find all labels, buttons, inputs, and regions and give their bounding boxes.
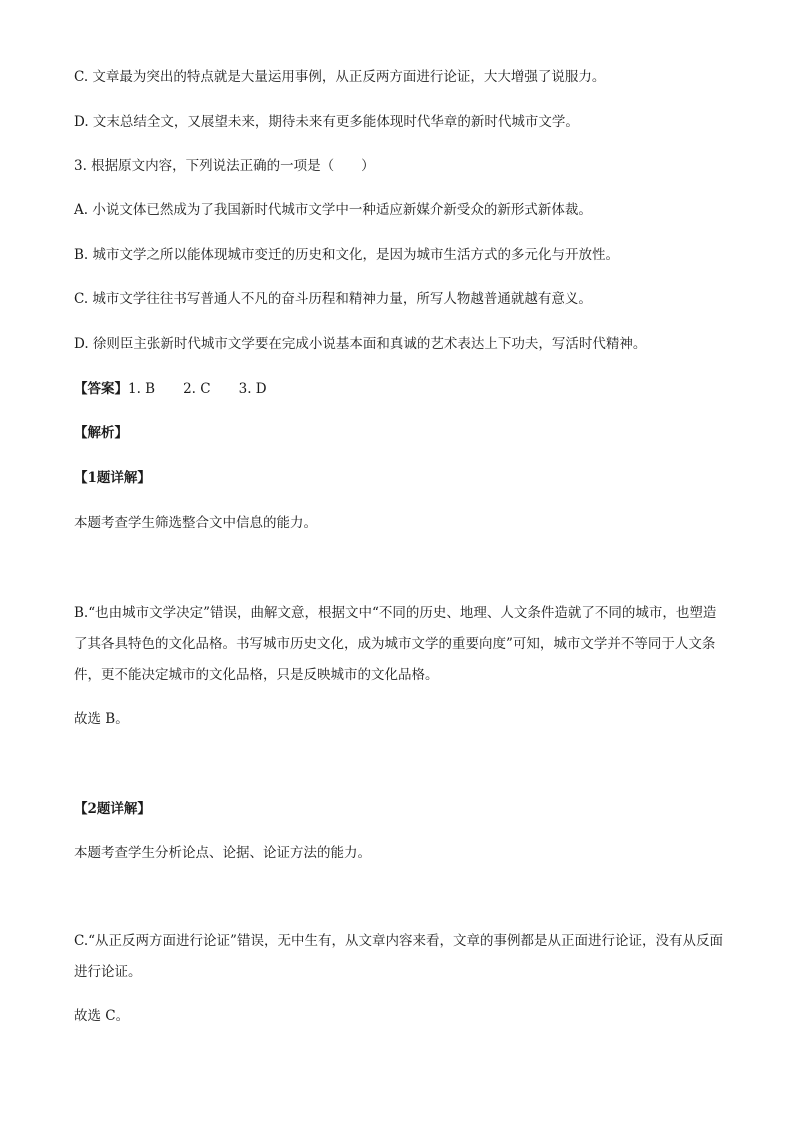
answer-3: 3. D [238,381,267,397]
q3-option-c: C. 城市文学往往书写普通人不凡的奋斗历程和精神力量，所写人物越普通就越有意义。 [74,291,592,307]
q3-option-d: D. 徐则臣主张新时代城市文学要在完成小说基本面和真诚的艺术表达上下功夫，写活时代精神。 [74,336,647,352]
q2-option-c: C. 文章最为突出的特点就是大量运用事例，从正反两方面进行论证，大大增强了说服力。 [74,69,606,85]
detail1-conclusion: 故选 B。 [74,711,129,727]
q3-option-a: A. 小说文体已然成为了我国新时代城市文学中一种适应新媒介新受众的新形式新体裁。 [74,202,592,218]
answer-2: 2. C [183,381,211,397]
q2-option-d: D. 文末总结全文，又展望未来，期待未来有更多能体现时代华章的新时代城市文学。 [74,114,579,130]
analysis-label: 【解析】 [74,425,128,441]
answer-line [74,379,724,399]
detail1-intro: 本题考查学生筛选整合文中信息的能力。 [74,515,317,531]
detail1-explanation: B.“也由城市文学决定”错误，曲解文意，根据文中“不同的历史、地理、人文条件造就了不同的城市，也塑造了其各具特色的文化品格。书写城市历史文化，成为城市文学的重要向度”可知，城市文学并不等同于人文条件，更不能决定城市的文化品格，只是反映城市的文化品格。 [74,605,717,683]
detail2-heading: 【2题详解】 [74,801,151,817]
answer-1: 1. B [128,381,156,397]
detail2-explanation: C.“从正反两方面进行论证”错误，无中生有，从文章内容来看，文章的事例都是从正面进行论证，没有从反面进行论证。 [74,933,723,980]
detail2-intro: 本题考查学生分析论点、论据、论证方法的能力。 [74,845,371,861]
detail1-heading: 【1题详解】 [74,470,151,486]
detail2-conclusion: 故选 C。 [74,1008,130,1024]
q3-option-b: B. 城市文学之所以能体现城市变迁的历史和文化，是因为城市生活方式的多元化与开放性。 [74,247,620,263]
answer-label: 【答案】 [74,381,128,397]
q3-stem: 3. 根据原文内容，下列说法正确的一项是（ ） [74,158,375,174]
